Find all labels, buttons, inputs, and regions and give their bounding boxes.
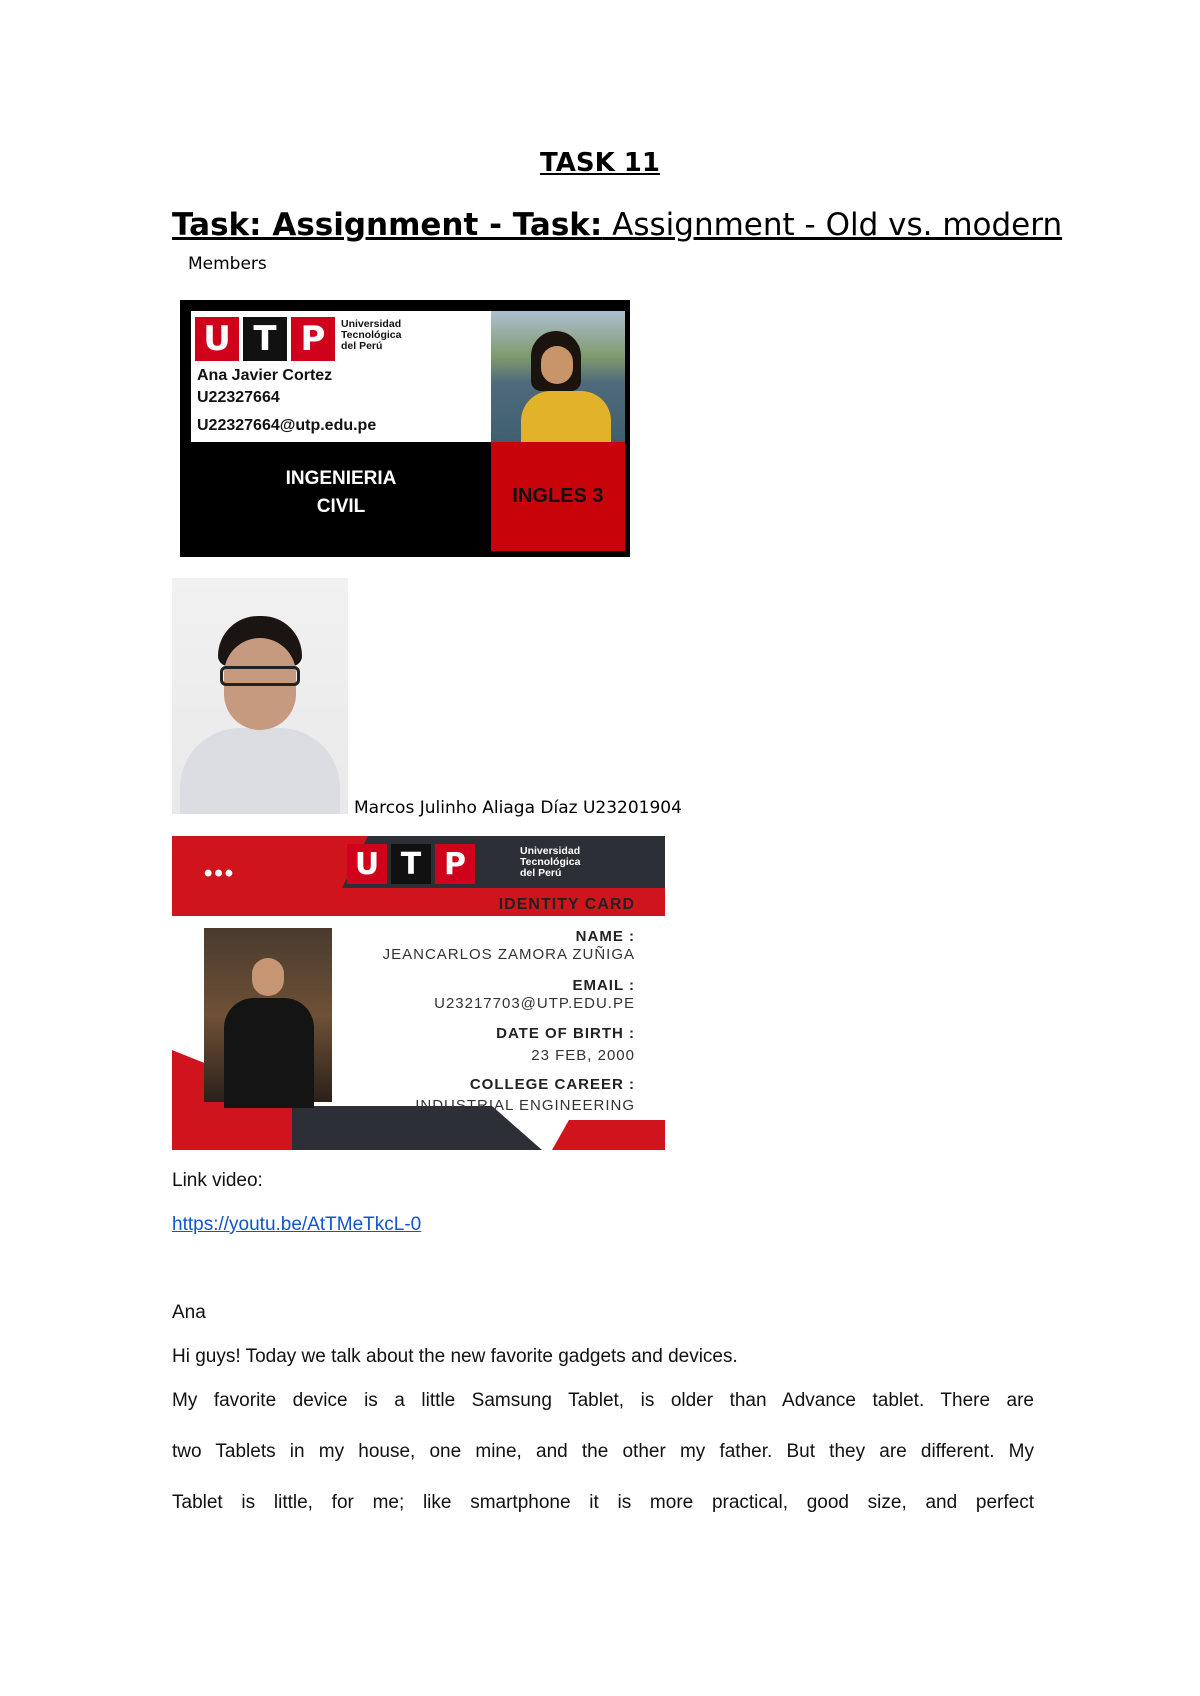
dots-decoration: ••• bbox=[204, 860, 236, 887]
member-name: Ana Javier Cortez bbox=[197, 367, 333, 384]
name-label: NAME : bbox=[575, 928, 635, 945]
university-line: Tecnológica bbox=[341, 329, 402, 341]
intro-paragraph: Hi guys! Today we talk about the new favorite gadgets and devices. bbox=[172, 1346, 738, 1367]
logo-letter: P bbox=[435, 844, 475, 884]
logo-letter: U bbox=[347, 844, 387, 884]
dob-label: DATE OF BIRTH : bbox=[496, 1025, 635, 1042]
university-line: Universidad bbox=[520, 845, 581, 857]
member-code: U22327664 bbox=[197, 389, 280, 406]
paragraph-line: Tablet is little, for me; like smartphone it is more practical, good size, and perfect bbox=[172, 1492, 1034, 1513]
career-line: CIVIL bbox=[316, 496, 366, 517]
career-label: COLLEGE CAREER : bbox=[469, 1076, 635, 1093]
members-label: Members bbox=[188, 254, 267, 274]
card-info-panel bbox=[191, 311, 491, 442]
document-title bbox=[172, 207, 1062, 243]
member-photo bbox=[491, 311, 625, 442]
logo-letter: T bbox=[391, 844, 431, 884]
title-regular-part: Assignment - Old vs. modern bbox=[602, 207, 1063, 243]
university-line: del Perú bbox=[341, 340, 383, 352]
paragraph-line: My favorite device is a little Samsung Tablet, is older than Advance tablet. There are bbox=[172, 1390, 1034, 1411]
university-name bbox=[520, 846, 580, 879]
logo-letter: U bbox=[195, 317, 239, 361]
id-card-ana bbox=[180, 300, 630, 557]
paragraph-line: two Tablets in my house, one mine, and the other my father. But they are different. My bbox=[172, 1441, 1034, 1462]
page-heading: TASK 11 bbox=[540, 148, 660, 178]
title-bold-part: Task: Assignment - Task: bbox=[172, 207, 603, 243]
member-photo bbox=[204, 928, 332, 1102]
card-title: IDENTITY CARD bbox=[498, 896, 635, 913]
member-email: U22327664@utp.edu.pe bbox=[197, 417, 377, 434]
university-line: Tecnológica bbox=[520, 856, 581, 868]
email-label: EMAIL : bbox=[572, 977, 635, 994]
member-caption: Marcos Julinho Aliaga Díaz U23201904 bbox=[354, 798, 682, 818]
course-label: INGLES 3 bbox=[512, 485, 604, 507]
logo-letter: P bbox=[291, 317, 335, 361]
utp-logo bbox=[347, 844, 475, 884]
name-value: JEANCARLOS ZAMORA ZUÑIGA bbox=[382, 946, 635, 963]
course-panel bbox=[491, 442, 625, 551]
video-link-label: Link video: bbox=[172, 1170, 263, 1191]
email-value: U23217703@UTP.EDU.PE bbox=[434, 995, 635, 1012]
utp-logo bbox=[195, 317, 335, 361]
logo-letter: T bbox=[243, 317, 287, 361]
university-line: del Perú bbox=[520, 867, 562, 879]
member-photo-marcos bbox=[172, 578, 348, 814]
career-value: INDUSTRIAL ENGINEERING bbox=[415, 1097, 635, 1114]
career-panel bbox=[191, 442, 491, 551]
id-card-jeancarlos bbox=[172, 836, 665, 1150]
university-line: Universidad bbox=[341, 318, 402, 330]
university-name bbox=[341, 319, 401, 352]
dob-value: 23 FEB, 2000 bbox=[531, 1047, 635, 1064]
career-line: INGENIERIA bbox=[285, 468, 397, 489]
speaker-name: Ana bbox=[172, 1302, 206, 1323]
video-link[interactable]: https://youtu.be/AtTMeTkcL-0 bbox=[172, 1214, 422, 1235]
